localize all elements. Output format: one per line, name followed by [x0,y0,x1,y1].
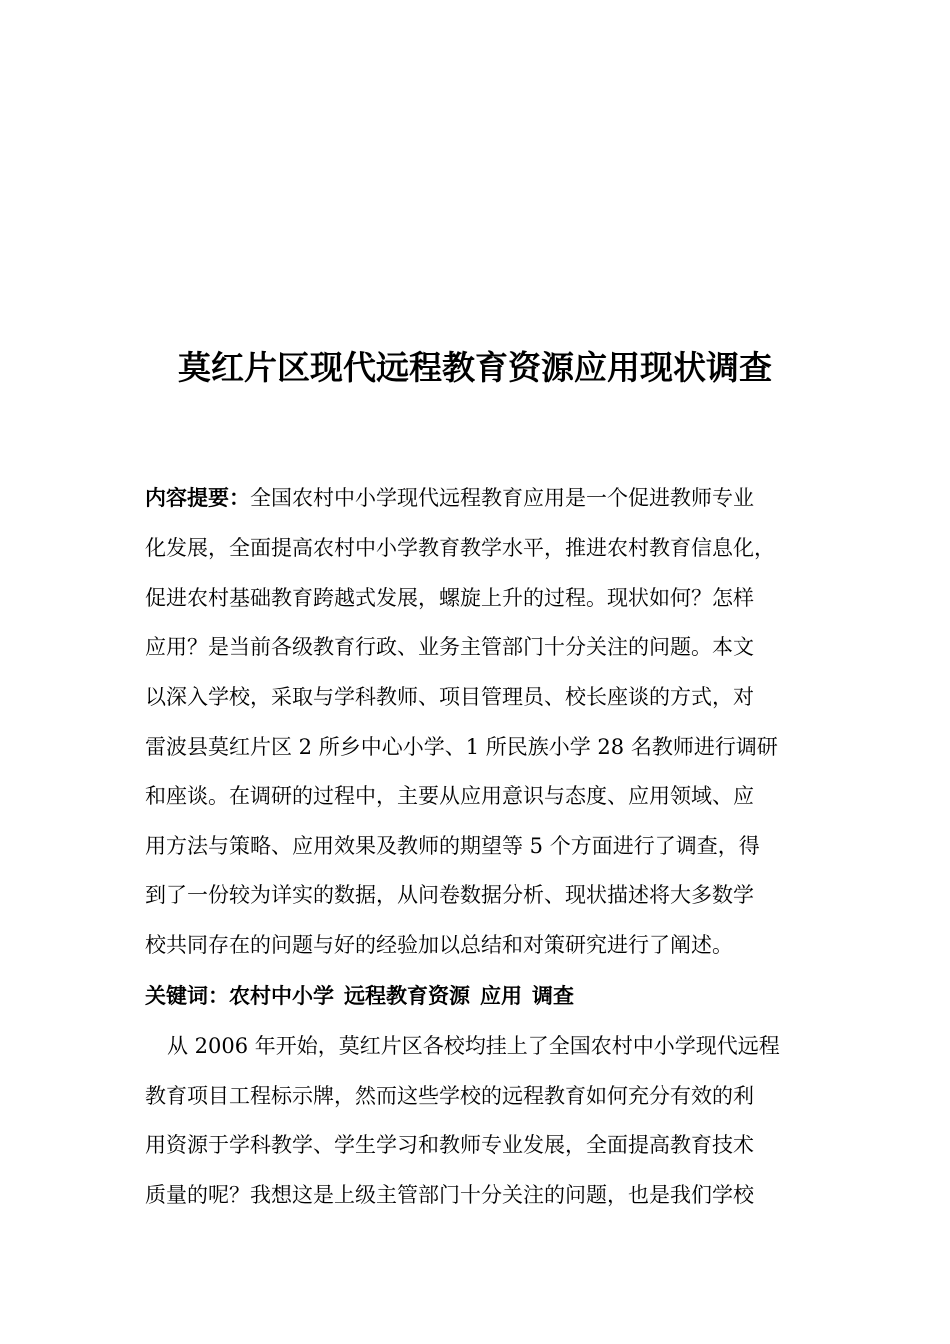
abstract-line-1 [145,483,754,513]
keywords-line [145,981,574,1011]
abstract-line-10: 校共同存在的问题与好的经验加以总结和对策研究进行了阐述。 [145,933,733,957]
intro-line-3: 用资源于学科教学、学生学习和教师专业发展，全面提高教育技术 [145,1133,754,1157]
intro-line-4: 质量的呢？我想这是上级主管部门十分关注的问题，也是我们学校 [145,1183,754,1207]
abstract-line-3: 促进农村基础教育跨越式发展，螺旋上升的过程。现状如何？怎样 [145,586,754,610]
keywords-label: 关键词： [145,984,229,1008]
abstract-line-5: 以深入学校，采取与学科教师、项目管理员、校长座谈的方式，对 [145,685,754,709]
keyword: 调查 [532,984,574,1008]
document-title: 莫红片区现代远程教育资源应用现状调查 [178,348,772,387]
abstract-line-8: 用方法与策略、应用效果及教师的期望等 5 个方面进行了调查，得 [145,834,760,858]
intro-line-1: 从 2006 年开始，莫红片区各校均挂上了全国农村中小学现代远程 [167,1034,780,1058]
abstract-line-7: 和座谈。在调研的过程中，主要从应用意识与态度、应用领域、应 [145,784,754,808]
abstract-line-2: 化发展，全面提高农村中小学教育教学水平，推进农村教育信息化， [145,536,775,560]
keyword: 应用 [480,984,522,1008]
abstract-line-6: 雷波县莫红片区 2 所乡中心小学、1 所民族小学 28 名教师进行调研 [145,735,778,759]
abstract-label: 内容提要： [145,486,250,510]
abstract-text: 全国农村中小学现代远程教育应用是一个促进教师专业 [250,486,754,510]
keyword: 远程教育资源 [344,984,470,1008]
abstract-line-4: 应用？是当前各级教育行政、业务主管部门十分关注的问题。本文 [145,635,754,659]
intro-line-2: 教育项目工程标示牌，然而这些学校的远程教育如何充分有效的利 [145,1084,754,1108]
abstract-line-9: 到了一份较为详实的数据，从问卷数据分析、现状描述将大多数学 [145,883,754,907]
keyword: 农村中小学 [229,984,334,1008]
